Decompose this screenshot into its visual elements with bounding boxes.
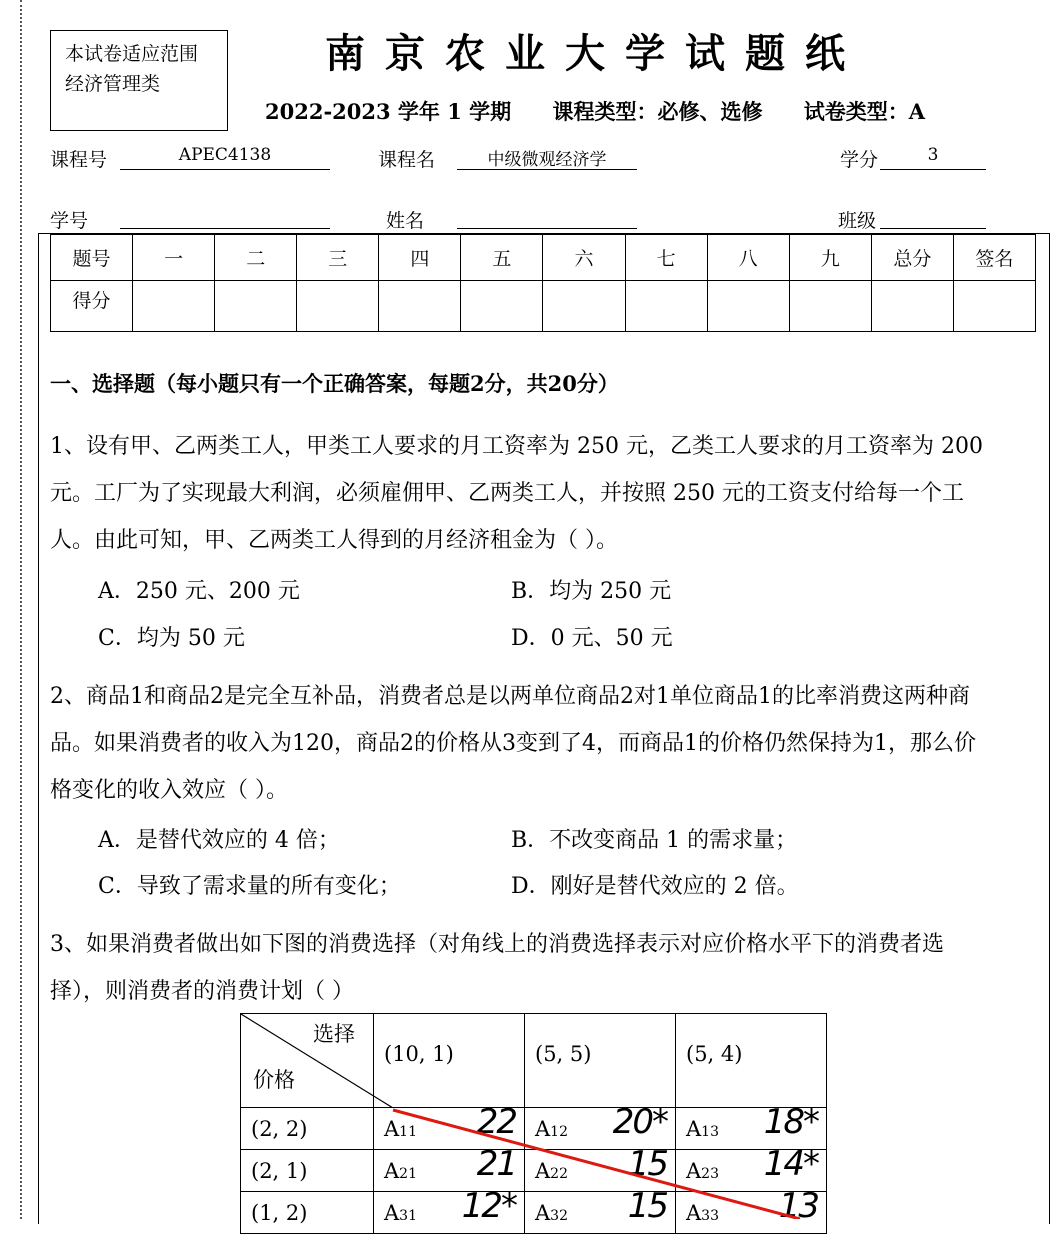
- q2-option-d[interactable]: D．刚好是替代效应的 2 倍。: [511, 874, 799, 899]
- scope-line-2: 经济管理类: [65, 73, 161, 95]
- course-name-value: 中级微观经济学: [457, 145, 637, 170]
- cell-a: A: [686, 1200, 702, 1225]
- score-header-cell: 九: [789, 235, 871, 281]
- cell-a: A: [384, 1158, 400, 1183]
- handwritten-mark: 15: [627, 1144, 667, 1184]
- col-header: (5, 5): [525, 1014, 676, 1108]
- class-label: 班级: [838, 210, 877, 232]
- score-header-cell: 六: [543, 235, 625, 281]
- score-header-cell: 题号: [51, 235, 133, 281]
- handwritten-mark: 21: [476, 1144, 516, 1184]
- cell-a: A: [686, 1158, 702, 1183]
- cell-a: A: [535, 1158, 551, 1183]
- q2-line-1: 2、商品1和商品2是完全互补品，消费者总是以两单位商品2对1单位商品1的比率消费这两种商: [50, 684, 970, 709]
- col-header: (5, 4): [676, 1014, 827, 1108]
- q2-option-b[interactable]: B．不改变商品 1 的需求量；: [511, 828, 798, 853]
- row-price: (2, 2): [241, 1108, 374, 1150]
- university-title: 南京农业大学试题纸: [325, 30, 865, 77]
- q1-option-d[interactable]: D．0 元、50 元: [511, 626, 673, 651]
- cell-sub: 32: [550, 1207, 568, 1224]
- corner-bottom-label: 价格: [253, 1068, 295, 1092]
- row-price: (1, 2): [241, 1192, 374, 1234]
- name-label: 姓名: [386, 210, 425, 232]
- q1-option-b[interactable]: B．均为 250 元: [511, 579, 672, 604]
- q3-line-1: 3、如果消费者做出如下图的消费选择（对角线上的消费选择表示对应价格水平下的消费者选: [50, 932, 945, 957]
- cell-sub: 21: [399, 1165, 417, 1182]
- handwritten-mark: 22: [476, 1102, 516, 1142]
- handwritten-mark: 13: [778, 1186, 818, 1226]
- cell-a: A: [384, 1200, 400, 1225]
- q1-line-1: 1、设有甲、乙两类工人，甲类工人要求的月工资率为 250 元，乙类工人要求的月工资率为 200: [50, 434, 983, 459]
- score-header-cell: 一: [133, 235, 215, 281]
- score-header-cell: 四: [379, 235, 461, 281]
- cell-sub: 23: [701, 1165, 719, 1182]
- q1-option-a[interactable]: A．250 元、200 元: [98, 579, 300, 604]
- cell-sub: 13: [701, 1123, 719, 1140]
- cell-sub: 22: [550, 1165, 568, 1182]
- handwritten-mark: 20*: [612, 1102, 667, 1142]
- course-no-label: 课程号: [50, 149, 108, 171]
- score-row-label: 得分: [51, 281, 133, 332]
- q2-line-3: 格变化的收入效应（ ）。: [50, 778, 288, 803]
- col-header: (10, 1): [374, 1014, 525, 1108]
- q2-option-c[interactable]: C．导致了需求量的所有变化；: [98, 874, 401, 899]
- q1-line-3: 人。由此可知，甲、乙两类工人得到的月经济租金为（ ）。: [50, 528, 618, 553]
- cell-sub: 12: [550, 1123, 568, 1140]
- cell-sub: 33: [701, 1207, 719, 1224]
- handwritten-mark: 15: [627, 1186, 667, 1226]
- credit-label: 学分: [840, 149, 879, 171]
- score-header-cell: 总分: [871, 235, 953, 281]
- handwritten-mark: 18*: [763, 1102, 818, 1142]
- course-type: 课程类型：必修、选修: [552, 99, 763, 124]
- score-header-cell: 签名: [953, 235, 1035, 281]
- handwritten-mark: 14*: [763, 1144, 818, 1184]
- course-no-value: APEC4138: [120, 145, 330, 170]
- cell-sub: 11: [399, 1123, 417, 1140]
- score-header-cell: 三: [297, 235, 379, 281]
- q1-option-c[interactable]: C．均为 50 元: [98, 626, 245, 651]
- scope-line-1: 本试卷适应范围: [65, 43, 199, 65]
- course-name-label: 课程名: [378, 149, 436, 171]
- section-1-title: 一、选择题（每小题只有一个正确答案，每题2分，共20分）: [50, 371, 619, 396]
- score-header-cell: 五: [461, 235, 543, 281]
- q3-line-2: 择），则消费者的消费计划（ ）: [50, 979, 354, 1004]
- cell-a: A: [535, 1200, 551, 1225]
- cell-a: A: [535, 1116, 551, 1141]
- score-header-cell: 八: [707, 235, 789, 281]
- corner-top-label: 选择: [313, 1022, 355, 1046]
- score-header-cell: 二: [215, 235, 297, 281]
- academic-year: 2022-2023 学年 1 学期: [265, 99, 512, 124]
- row-price: (2, 1): [241, 1150, 374, 1192]
- q1-line-2: 元。工厂为了实现最大利润，必须雇佣甲、乙两类工人，并按照 250 元的工资支付给每一个工: [50, 481, 964, 506]
- cell-a: A: [384, 1116, 400, 1141]
- credit-value: 3: [880, 145, 986, 170]
- cell-a: A: [686, 1116, 702, 1141]
- q2-option-a[interactable]: A．是替代效应的 4 倍；: [98, 828, 340, 853]
- student-id-label: 学号: [50, 210, 89, 232]
- cell-sub: 31: [399, 1207, 417, 1224]
- paper-type: 试卷类型：A: [803, 99, 926, 124]
- q2-line-2: 品。如果消费者的收入为120，商品2的价格从3变到了4，而商品1的价格仍然保持为1，那么价: [50, 731, 976, 756]
- red-diagonal-line: [393, 1110, 800, 1219]
- handwritten-mark: 12*: [461, 1186, 516, 1226]
- score-header-cell: 七: [625, 235, 707, 281]
